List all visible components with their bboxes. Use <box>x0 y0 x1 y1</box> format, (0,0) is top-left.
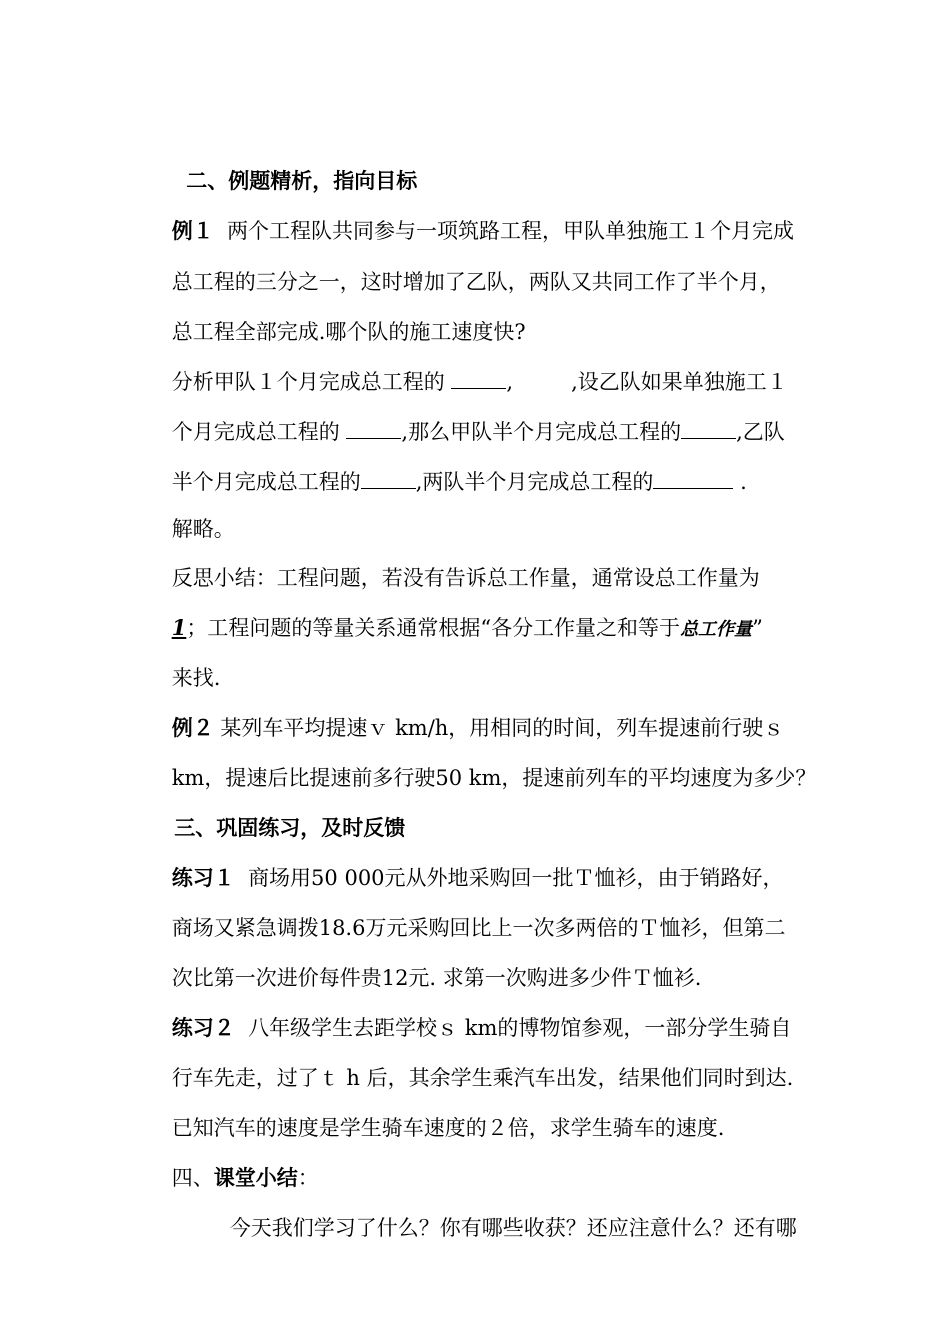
reflection-line-1: 反思小结：工程问题，若没有告诉总工作量，通常设总工作量为 <box>171 566 760 590</box>
total-work-term: 总工作量 <box>680 619 753 640</box>
example-1-line-3: 总工程全部完成.哪个队的施工速度快? <box>171 320 526 344</box>
example-2-line-2: km，提速后比提速前多行驶50 km，提速前列车的平均速度为多少？ <box>171 766 817 790</box>
example-1-line-2: 总工程的三分之一，这时增加了乙队，两队又共同工作了半个月， <box>171 270 781 294</box>
answer-blank[interactable] <box>653 470 733 489</box>
exercise-1-line-3: 次比第一次进价每件贵12元. 求第一次购进多少件Ｔ恤衫. <box>171 966 702 990</box>
example-2-line-1: 例２ 某列车平均提速ｖ km/h，用相同的时间，列车提速前行驶ｓ <box>171 716 785 740</box>
reflection-line-2: 1；工程问题的等量关系通常根据“各分工作量之和等于总工作量” <box>171 615 763 640</box>
section-3-title: 三、巩固练习，及时反馈 <box>174 816 406 840</box>
example-2-label: 例２ <box>171 716 214 740</box>
analysis-line-2: 个月完成总工程的 ,那么甲队半个月完成总工程的 ,乙队 <box>171 420 785 444</box>
solution-text: 解略。 <box>171 517 235 541</box>
exercise-2-line-2: 行车先走，过了ｔ h 后，其余学生乘汽车出发，结果他们同时到达. <box>171 1066 794 1090</box>
exercise-2-line-3: 已知汽车的速度是学生骑车速度的２倍，求学生骑车的速度. <box>171 1116 725 1140</box>
section-2-title: 二、例题精析，指向目标 <box>186 169 418 193</box>
reflection-line-3: 来找. <box>171 666 221 690</box>
answer-blank[interactable] <box>346 420 401 439</box>
analysis-line-1: 分析甲队１个月完成总工程的 , ,设乙队如果单独施工１ <box>171 370 788 394</box>
total-work-value: 1 <box>171 615 187 640</box>
exercise-1-line-2: 商场又紧急调拨18.6万元采购回比上一次多两倍的Ｔ恤衫，但第二 <box>171 916 786 940</box>
example-1-label: 例１ <box>171 219 214 243</box>
answer-blank[interactable] <box>361 470 416 489</box>
exercise-1-label: 练习１ <box>171 866 235 890</box>
exercise-1-line-1: 练习１ 商场用50 000元从外地采购回一批Ｔ恤衫，由于销路好， <box>171 866 784 890</box>
exercise-2-label: 练习２ <box>171 1016 235 1040</box>
answer-blank[interactable] <box>681 420 736 439</box>
example-1-line-1: 例１ 两个工程队共同参与一项筑路工程，甲队单独施工１个月完成 <box>171 219 795 243</box>
summary-line-1: 今天我们学习了什么？你有哪些收获？还应注意什么？还有哪 <box>229 1216 797 1240</box>
exercise-2-line-1: 练习２ 八年级学生去距学校ｓ km的博物馆参观，一部分学生骑自 <box>171 1016 792 1040</box>
answer-blank[interactable] <box>451 370 506 389</box>
analysis-line-3: 半个月完成总工程的 ,两队半个月完成总工程的 . <box>171 470 747 494</box>
section-4-title: 四、课堂小结： <box>171 1166 319 1190</box>
